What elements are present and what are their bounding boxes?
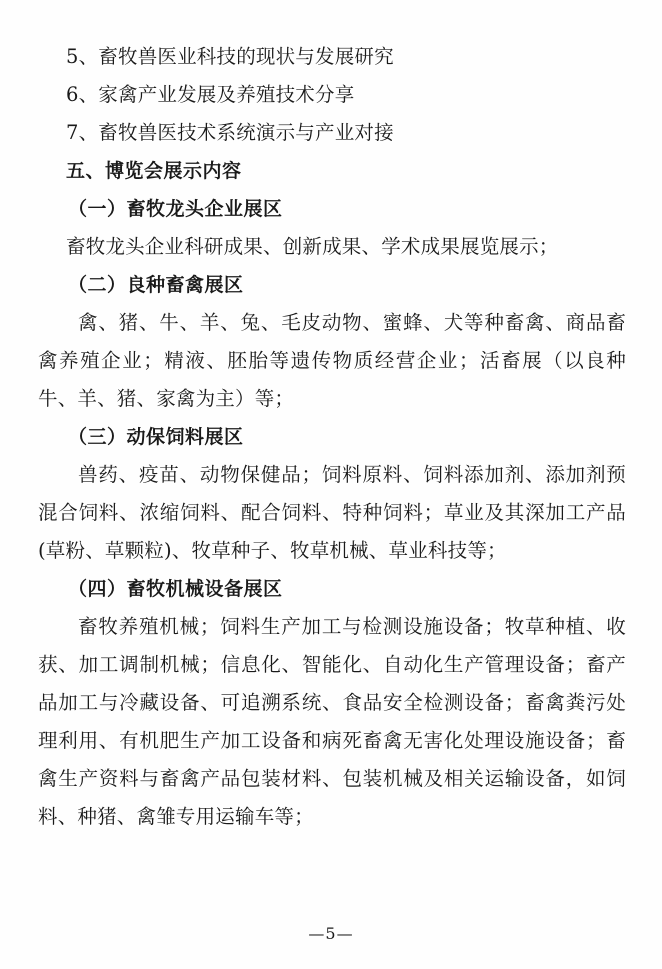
body-paragraph: 畜牧养殖机械；饲料生产加工与检测设施设备；牧草种植、收获、加工调制机械；信息化、智能化、自动化生产管理设备；畜产品加工与冷藏设备、可追溯系统、食品安全检测设备；畜禽粪污处理利用、有机肥生产加工设备和病死畜禽无害化处理设施设备；畜禽生产资料与畜禽产品包装材料、包装机械及相关运输设备，如饲料、种猪、禽雏专用运输车等；: [38, 615, 626, 828]
section-heading: 五、博览会展示内容: [66, 160, 242, 182]
page-number: —5—: [308, 924, 354, 943]
subsection-heading: （一）畜牧龙头企业展区: [68, 198, 283, 220]
subsection-heading: （二）良种畜禽展区: [68, 274, 244, 296]
body-paragraph: 兽药、疫苗、动物保健品；饲料原料、饲料添加剂、添加剂预混合饲料、浓缩饲料、配合饲料、特种饲料；草业及其深加工产品(草粉、草颗粒)、牧草种子、牧草机械、草业科技等；: [38, 463, 626, 562]
document-body: [38, 38, 626, 836]
body-paragraph: 畜牧龙头企业科研成果、创新成果、学术成果展览展示；: [66, 235, 559, 258]
list-item: 6、家禽产业发展及养殖技术分享: [66, 83, 355, 106]
subsection-heading: （四）畜牧机械设备展区: [68, 578, 283, 600]
body-paragraph: 禽、猪、牛、羊、兔、毛皮动物、蜜蜂、犬等种畜禽、商品畜禽养殖企业；精液、胚胎等遗传物质经营企业；活畜展（以良种牛、羊、猪、家禽为主）等；: [38, 311, 626, 410]
list-item: 7、畜牧兽医技术系统演示与产业对接: [66, 121, 394, 144]
list-item: 5、畜牧兽医业科技的现状与发展研究: [66, 45, 394, 68]
subsection-heading: （三）动保饲料展区: [68, 426, 244, 448]
